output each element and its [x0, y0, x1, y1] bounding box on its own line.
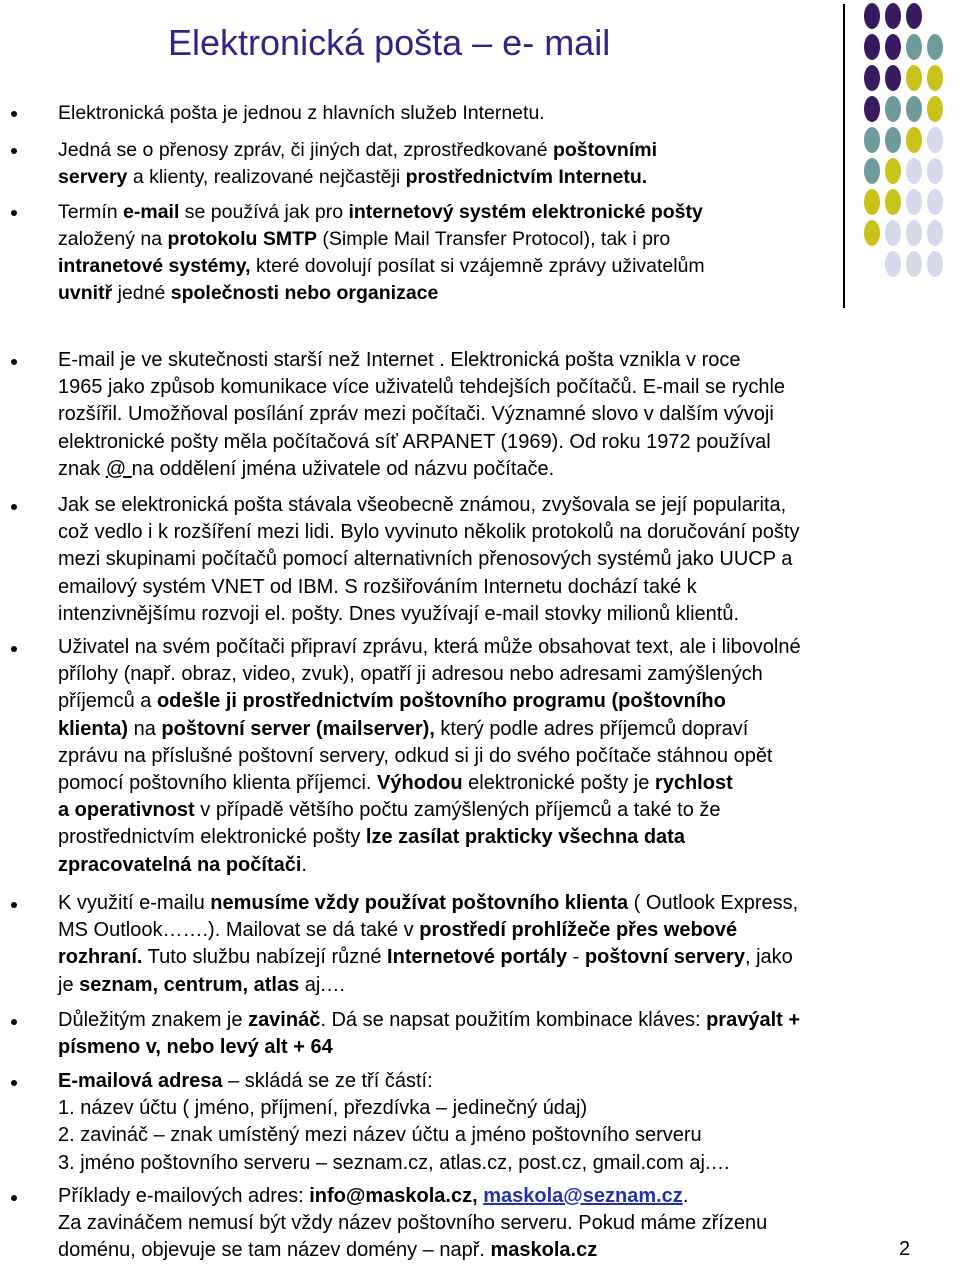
decorative-dot — [906, 34, 922, 60]
text-run: elektronické pošty měla počítačová síť ARPANET (1969). Od roku 1972 používal — [58, 430, 771, 453]
decorative-dot — [885, 189, 901, 215]
text-run: Za zavináčem nemusí být vždy název poštovního serveru. Pokud máme zřízenu — [58, 1212, 768, 1235]
text-line — [58, 226, 705, 253]
decorative-dot — [864, 220, 880, 246]
text-run: 2. zavináč – znak umístěný mezi název účtu a jméno poštovního serveru — [58, 1124, 702, 1147]
text-run: zprávu na příslušné poštovní servery, odkud si ji do svého počítače stáhnou opět — [58, 744, 773, 767]
text-line — [58, 546, 799, 573]
text-line — [58, 1237, 767, 1264]
decorative-dot — [906, 251, 922, 277]
bullet-item-7 — [58, 890, 798, 999]
bold-text: servery — [58, 166, 128, 188]
bold-text: zavináč — [248, 1009, 321, 1031]
text-run: prostřednictvím elektronické pošty — [58, 826, 366, 849]
decorative-dot — [864, 3, 880, 29]
text-line — [58, 164, 657, 191]
at-sign-text: @ — [105, 457, 132, 480]
bold-text: rozhraní. — [58, 946, 143, 969]
text-run: doménu, objevuje se tam název domény – např. — [58, 1239, 491, 1262]
bold-text: prostředí prohlížeče přes webové — [419, 919, 738, 942]
text-run: K využití e-mailu — [58, 892, 211, 914]
decorative-dot — [864, 96, 880, 122]
bold-text: poštovní server (mailserver), — [161, 717, 435, 740]
decorative-dot — [927, 251, 943, 277]
decorative-dot — [927, 34, 943, 60]
text-run: přílohy (např. obraz, video, zvuk), opatří ji adresou nebo adresami zamýšlených — [58, 663, 763, 686]
vertical-divider — [843, 4, 845, 308]
bold-text: klienta) — [58, 717, 129, 740]
text-run: . — [301, 853, 307, 876]
bold-text: Výhodou — [377, 772, 463, 795]
page-title: Elektronická pošta – e- mail — [168, 22, 611, 63]
bold-text: odešle ji prostřednictvím poštovního programu (poštovního — [156, 690, 726, 713]
text-run: mezi skupinami počítačů pomocí alternativních přenosových systémů jako UUCP a — [58, 548, 793, 571]
text-run: emailový systém VNET od IBM. S rozšiřováním Internetu dochází také k — [58, 575, 697, 598]
text-run: rozšířil. Umožňoval posílání zpráv mezi počítači. Významné slovo v dalším vývoji — [58, 403, 774, 426]
decorative-dot — [927, 65, 943, 91]
text-run: na oddělení jména uživatele od názvu počítače. — [131, 457, 555, 480]
text-line — [58, 137, 657, 164]
text-run: příjemců a — [58, 690, 157, 713]
text-run: Důležitým znakem je — [58, 1009, 249, 1031]
text-line — [58, 456, 785, 483]
text-run: jedné — [112, 282, 171, 304]
text-line — [58, 574, 799, 601]
decorative-dot-pattern — [864, 3, 960, 263]
text-run: Jak se elektronická pošta stávala všeobecně známou, zvyšovala se její popularita, — [58, 494, 787, 516]
bold-text: poštovní servery — [584, 946, 745, 969]
decorative-dot — [885, 96, 901, 122]
text-run: . — [682, 1185, 689, 1207]
decorative-dot — [906, 3, 922, 29]
text-line — [58, 401, 785, 428]
text-run: E-mail je ve skutečnosti starší než Internet . Elektronická pošta vznikla v roce — [58, 349, 741, 371]
text-line — [58, 716, 801, 743]
decorative-dot — [927, 189, 943, 215]
bold-text: uvnitř — [58, 282, 113, 304]
text-line — [58, 1183, 767, 1210]
text-line — [58, 890, 798, 917]
bold-text: rychlost — [654, 772, 733, 795]
bold-text: zpracovatelná na počítači — [58, 853, 302, 876]
bold-text: prostřednictvím Internetu. — [405, 166, 648, 188]
text-run: který podle adres příjemců dopraví — [434, 717, 749, 740]
text-line — [58, 492, 799, 519]
decorative-dot — [885, 3, 901, 29]
decorative-dot — [906, 65, 922, 91]
bullet-item-1 — [58, 100, 545, 127]
decorative-dot — [885, 158, 901, 184]
bullet-item-6 — [58, 634, 801, 879]
bold-text: intranetové systémy, — [58, 255, 251, 277]
decorative-dot — [927, 96, 943, 122]
text-line — [58, 852, 801, 879]
text-line — [58, 374, 785, 401]
text-line — [58, 1122, 731, 1149]
text-run: 3. jméno poštovního serveru – seznam.cz, atlas.cz, post.cz, gmail.com aj.… — [58, 1151, 731, 1174]
decorative-dot — [864, 65, 880, 91]
text-run: (Simple Mail Transfer Protocol), tak i pro — [317, 228, 671, 250]
text-run: elektronické pošty je — [462, 772, 655, 795]
decorative-dot — [927, 127, 943, 153]
decorative-dot — [906, 220, 922, 246]
decorative-dot — [864, 158, 880, 184]
decorative-dot — [864, 34, 880, 60]
text-run: Uživatel na svém počítači připraví zprávu, která může obsahovat text, ale i libovolné — [58, 636, 801, 658]
text-line — [58, 634, 801, 661]
text-line — [58, 1095, 731, 1122]
bold-text: maskola.cz — [490, 1239, 598, 1262]
decorative-dot — [906, 96, 922, 122]
bold-text: info@maskola.cz, — [309, 1185, 478, 1207]
text-run: se používá jak pro — [179, 201, 349, 223]
text-line — [58, 688, 801, 715]
bullet-item-9 — [58, 1068, 731, 1177]
text-run: což vedlo i k rozšíření mezi lidi. Bylo vyvinuto několik protokolů na doručování pošty — [58, 521, 800, 544]
text-line — [58, 972, 798, 999]
bold-text: písmeno v, nebo levý alt + 64 — [58, 1036, 333, 1059]
bold-text: společnosti nebo organizace — [170, 282, 439, 304]
text-run: Elektronická pošta je jednou z hlavních služeb Internetu. — [58, 102, 545, 124]
email-link[interactable]: maskola@seznam.cz — [483, 1185, 683, 1207]
bold-text: pravýalt + — [706, 1009, 801, 1031]
text-line — [58, 199, 705, 226]
decorative-dot — [864, 127, 880, 153]
bold-text: internetový systém elektronické pošty — [348, 201, 703, 223]
decorative-dot — [927, 220, 943, 246]
text-line — [58, 347, 785, 374]
text-line — [58, 1150, 731, 1177]
bullet-item-5 — [58, 492, 799, 628]
text-line — [58, 797, 801, 824]
bold-text: Internetové portály — [387, 946, 568, 969]
text-run: Tuto službu nabízejí různé — [142, 946, 388, 969]
decorative-dot — [885, 220, 901, 246]
text-line — [58, 944, 798, 971]
decorative-dot — [864, 189, 880, 215]
bold-text: a operativnost — [58, 799, 195, 822]
decorative-dot — [906, 189, 922, 215]
text-run: 1. název účtu ( jméno, příjmení, přezdívka – jedinečný údaj) — [58, 1097, 588, 1120]
bold-text: seznam, centrum, atlas — [79, 973, 300, 996]
text-line — [58, 601, 799, 628]
text-line — [58, 429, 785, 456]
text-run: MS Outlook…….). Mailovat se dá také v — [58, 919, 420, 942]
text-run: intenzivnějšímu rozvoji el. pošty. Dnes využívají e-mail stovky milionů klientů. — [58, 602, 739, 625]
text-run: aj.… — [299, 973, 346, 996]
bullet-item-8 — [58, 1007, 800, 1061]
text-line — [58, 519, 799, 546]
text-run: Termín — [58, 201, 124, 223]
text-run: . Dá se napsat použitím kombinace kláves: — [320, 1009, 707, 1031]
text-line — [58, 253, 705, 280]
text-run: , jako — [744, 946, 793, 969]
page-number: 2 — [899, 1238, 911, 1260]
bullet-item-2 — [58, 137, 657, 191]
bold-text: lze zasílat prakticky všechna data — [365, 826, 685, 849]
text-line — [58, 824, 801, 851]
text-line — [58, 1210, 767, 1237]
bullet-item-4 — [58, 347, 785, 483]
text-run: - — [567, 946, 585, 969]
bullet-item-3 — [58, 199, 705, 307]
text-run: znak — [58, 457, 106, 480]
text-run: založený na — [58, 228, 168, 250]
text-run: – skládá se ze tří částí: — [222, 1070, 433, 1092]
text-run: je — [58, 973, 80, 996]
bold-text: nemusíme vždy používat poštovního klienta — [210, 892, 629, 914]
text-run: pomocí poštovního klienta příjemci. — [58, 772, 378, 795]
text-line — [58, 661, 801, 688]
decorative-dot — [885, 251, 901, 277]
decorative-dot — [927, 158, 943, 184]
text-run: v případě většího počtu zamýšlených příjemců a také to že — [194, 799, 721, 822]
text-line — [58, 100, 545, 127]
decorative-dot — [906, 158, 922, 184]
text-run: Příklady e-mailových adres: — [58, 1185, 310, 1207]
decorative-dot — [906, 127, 922, 153]
text-run: na — [128, 717, 162, 740]
text-line — [58, 1034, 800, 1061]
bold-text: protokolu SMTP — [167, 228, 317, 250]
decorative-dot — [885, 34, 901, 60]
text-line — [58, 743, 801, 770]
bold-text: poštovními — [552, 139, 657, 161]
bold-text: e-mail — [123, 201, 180, 223]
text-line — [58, 280, 705, 307]
text-run: Jedná se o přenosy zpráv, či jiných dat, zprostředkované — [58, 139, 553, 161]
bold-text: E-mailová adresa — [58, 1070, 223, 1092]
bullet-item-10 — [58, 1183, 767, 1265]
text-line — [58, 770, 801, 797]
text-run: a klienty, realizované nejčastěji — [127, 166, 406, 188]
decorative-dot — [885, 65, 901, 91]
text-line — [58, 1068, 731, 1095]
text-line — [58, 1007, 800, 1034]
decorative-dot — [885, 127, 901, 153]
text-run: které dovolují posílat si vzájemně zprávy uživatelům — [250, 255, 705, 277]
text-line — [58, 917, 798, 944]
text-run: 1965 jako způsob komunikace více uživatelů tehdejších počítačů. E-mail se rychle — [58, 376, 786, 399]
text-run: ( Outlook Express, — [628, 892, 799, 914]
